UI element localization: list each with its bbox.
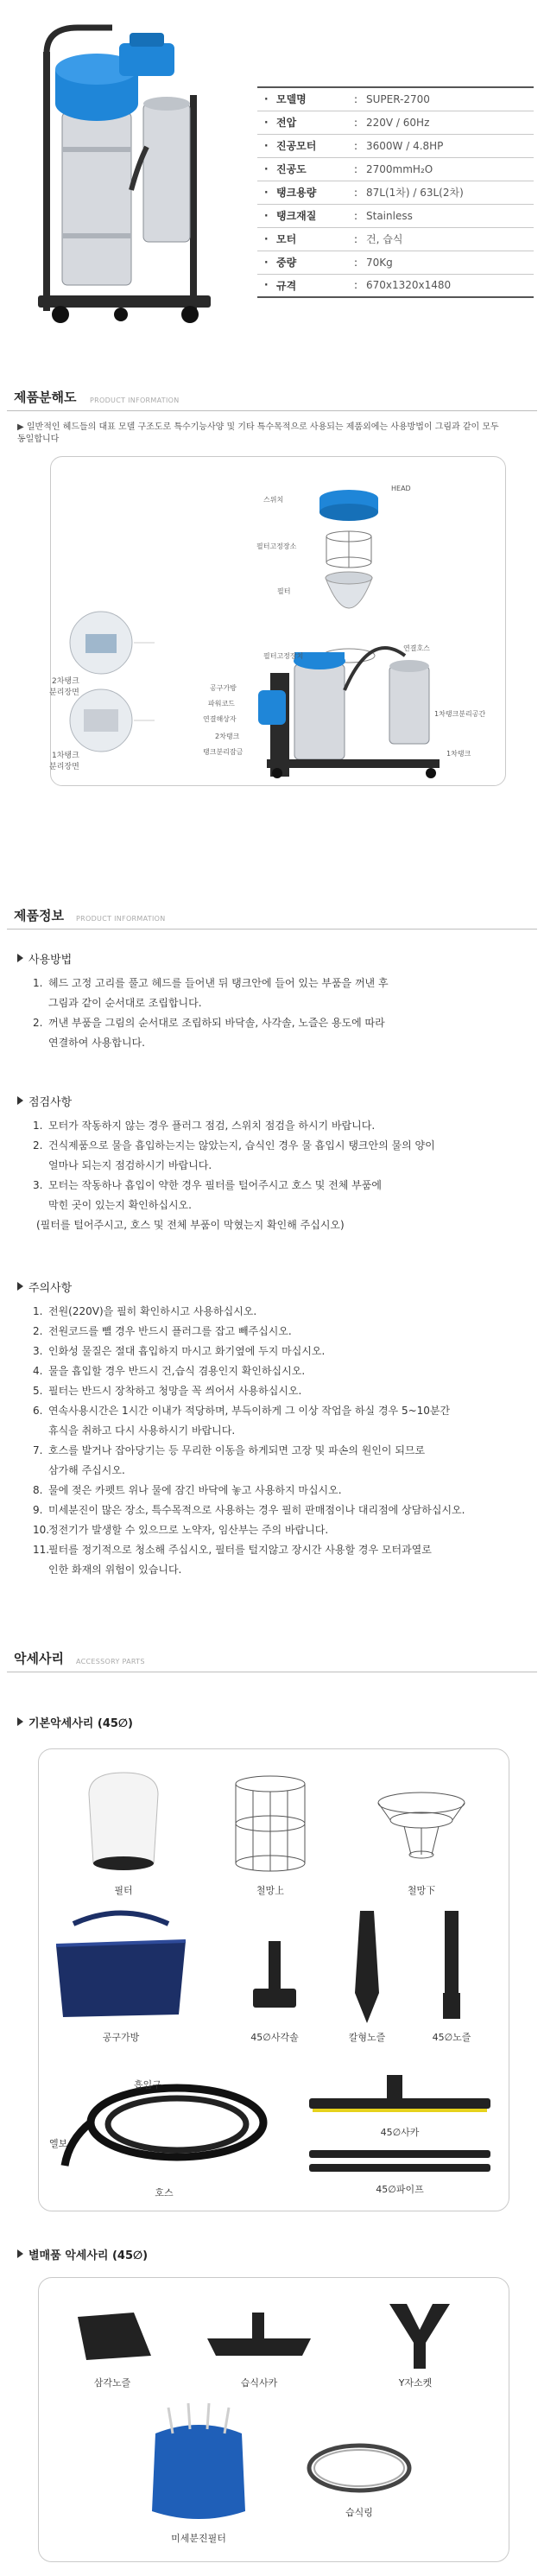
accessory-square-tool — [236, 1932, 313, 2044]
item-number: 1. — [33, 1120, 43, 1132]
item-text: 필터를 정기적으로 청소해 주십시오, 필터를 털지않고 장시간 사용할 경우 모터과열로 — [48, 1544, 432, 1556]
spec-row — [257, 227, 534, 251]
check-note: (필터를 털어주시고, 호스 및 전체 부품이 막혔는지 확인해 주십시오) — [36, 1219, 345, 1231]
accessory-crevice-nozzle — [332, 1907, 402, 2044]
section-header-exploded — [7, 387, 537, 411]
label-filter-bracket: 필터고정장소 — [256, 542, 297, 550]
exploded-diagram — [50, 456, 506, 786]
label-tank-sep: 1차탱크분리공간 — [434, 710, 486, 718]
list-item — [33, 1520, 535, 1540]
wet-ring-image — [299, 2433, 420, 2503]
extra-accessories-box — [38, 2277, 509, 2562]
triangle-bullet-icon — [17, 954, 23, 962]
accessory-nozzle — [417, 1907, 486, 2044]
accessory-triangle-nozzle — [65, 2295, 160, 2389]
triangle-bullet-icon — [17, 1282, 23, 1291]
spec-row — [257, 134, 534, 157]
usage-section — [17, 950, 535, 1053]
label-wheel: 1차탱크 — [446, 750, 471, 758]
spec-value: SUPER-2700 — [366, 92, 430, 105]
item-number: 2. — [33, 1139, 43, 1152]
item-text-continued: 막힌 곳이 있는지 확인하십시오. — [48, 1199, 192, 1211]
extra-accessories-heading — [17, 2246, 148, 2262]
label-tank-frame: 탱크분리잠금 — [203, 748, 244, 756]
accessory-caption: 필터 — [114, 1885, 133, 1896]
spec-value: 3600W / 4.8HP — [366, 139, 444, 152]
item-number: 2. — [33, 1017, 43, 1029]
accessory-fine-filter — [134, 2399, 263, 2545]
item-text: 정전기가 발생할 수 있으므로 노약자, 임산부는 주의 바랍니다. — [48, 1524, 329, 1536]
item-text: 헤드 고정 고리를 풀고 헤드를 들어낸 뒤 탱크안에 들어 있는 부품을 꺼낸 후 — [48, 977, 389, 989]
accessory-squeegee — [298, 2071, 502, 2139]
spec-label: · 진공도 — [257, 157, 349, 181]
list-item — [33, 1013, 535, 1053]
item-text-continued: 연결하여 사용합니다. — [48, 1037, 145, 1049]
spec-colon: : — [353, 139, 358, 152]
item-number: 4. — [33, 1365, 43, 1377]
label-switch: 스위치 — [263, 496, 284, 504]
hose-image — [47, 2071, 281, 2183]
y-socket-image — [372, 2295, 459, 2373]
label-filter: 필터 — [277, 587, 291, 595]
item-text: 인화성 물질은 절대 흡입하지 마시고 화기옆에 두지 마십시오. — [48, 1345, 326, 1357]
basket-upper-image — [223, 1768, 318, 1881]
accessory-caption: 습식사카 — [240, 2377, 278, 2389]
item-text: 미세분진이 많은 장소, 특수목적으로 사용하는 경우 필히 판매점이나 대리점에 상담하십시오. — [48, 1504, 465, 1516]
item-number: 3. — [33, 1179, 43, 1191]
item-text: 꺼낸 부품을 그림의 순서대로 조립하되 바닥솔, 사각솔, 노즐은 용도에 따라 — [48, 1017, 385, 1029]
list-item — [33, 1501, 535, 1520]
list-item — [33, 1361, 535, 1381]
item-text: 호스를 발거나 잡아당기는 등 무리한 이동을 하게되면 고장 및 파손의 원인이 되므로 — [48, 1444, 426, 1456]
section-header-accessories — [7, 1648, 537, 1672]
spec-row — [257, 111, 534, 134]
list-item — [33, 1176, 535, 1215]
spec-value: 670x1320x1480 — [366, 279, 452, 292]
item-text-continued: 삼가해 주십시오. — [48, 1464, 125, 1476]
section-title: 제품분해도 — [14, 390, 77, 405]
item-number: 10. — [33, 1524, 50, 1536]
usage-heading: 사용방법 — [28, 954, 73, 967]
accessory-basket-upper — [218, 1768, 322, 1897]
label-power-cord: 파워코드 — [208, 700, 235, 707]
spec-colon: : — [353, 162, 358, 175]
wet-squeegee-image — [199, 2295, 319, 2373]
list-item — [33, 1322, 535, 1342]
section-subtitle: PRODUCT INFORMATION — [76, 915, 166, 923]
spec-colon: : — [353, 256, 358, 269]
exploded-diagram-image — [51, 457, 507, 787]
spec-table — [257, 86, 534, 298]
accessory-caption: 공구가방 — [102, 2032, 140, 2043]
item-text: 필터는 반드시 장착하고 청망을 꼭 씌어서 사용하십시오. — [48, 1385, 302, 1397]
label-tank2: 2차탱크 — [215, 733, 240, 740]
list-item — [33, 1381, 535, 1401]
basic-accessories-heading — [17, 1714, 133, 1730]
nozzle-image — [426, 1907, 478, 2027]
item-number: 9. — [33, 1504, 43, 1516]
accessory-caption: 미세분진필터 — [171, 2533, 226, 2544]
accessory-filter — [72, 1768, 175, 1897]
spec-label: · 탱크재질 — [257, 204, 349, 227]
accessory-caption: 삼각노즐 — [93, 2377, 131, 2389]
item-text: 연속사용시간은 1시간 이내가 적당하며, 부득이하게 그 이상 작업을 하실 경우 5~10분간 — [48, 1405, 451, 1417]
basic-accessories-box — [38, 1748, 509, 2211]
list-item — [33, 1116, 535, 1136]
label-tank2-separation: 2차탱크 분리장면 — [49, 677, 79, 697]
accessory-caption: 습식링 — [345, 2507, 373, 2518]
item-number: 8. — [33, 1484, 43, 1496]
spec-row — [257, 87, 534, 111]
usage-list — [17, 974, 535, 1053]
spec-label: · 모터 — [257, 227, 349, 251]
spec-colon: : — [353, 209, 358, 222]
spec-label: · 모델명 — [257, 87, 349, 111]
spec-colon: : — [353, 116, 358, 129]
item-number: 7. — [33, 1444, 43, 1456]
spec-value: 2700mmH₂O — [366, 162, 433, 175]
section-subtitle: PRODUCT INFORMATION — [90, 397, 180, 404]
check-heading: 점검사항 — [28, 1096, 73, 1109]
accessory-caption: 철망下 — [407, 1885, 436, 1896]
spec-label: · 탱크용량 — [257, 181, 349, 204]
spec-label: · 전압 — [257, 111, 349, 134]
item-text: 건식제품으로 물을 흡입하는지는 않았는지, 습식인 경우 물 흡입시 탱크안의 물의 양이 — [48, 1139, 435, 1152]
crevice-nozzle-image — [341, 1907, 393, 2027]
section-title: 제품정보 — [14, 908, 64, 923]
triangle-bullet-icon — [17, 1096, 23, 1105]
triangle-nozzle-image — [69, 2295, 155, 2373]
spec-row — [257, 251, 534, 274]
label-elbow: 엘보 — [49, 2138, 68, 2149]
item-number: 2. — [33, 1325, 43, 1337]
spec-colon: : — [353, 279, 358, 292]
item-text-continued: 휴식을 취하고 다시 사용하시기 바랍니다. — [48, 1424, 236, 1437]
list-item — [33, 1481, 535, 1501]
accessory-tool-bag — [47, 1907, 194, 2044]
section-header-info — [7, 905, 537, 930]
vacuum-cleaner-image — [17, 17, 225, 328]
accessory-wet-ring — [294, 2433, 424, 2519]
spec-colon: : — [353, 186, 358, 199]
spec-colon: : — [353, 232, 358, 245]
label-tank1-separation: 1차탱크 분리장면 — [49, 752, 79, 771]
caution-section — [17, 1278, 535, 1580]
section-subtitle: ACCESSORY PARTS — [76, 1658, 145, 1666]
item-text: 모터는 작동하나 흡입이 약한 경우 필터를 털어주시고 호스 및 전체 부품에 — [48, 1179, 382, 1191]
accessory-caption: 45∅사카 — [380, 2127, 420, 2138]
item-text: 물에 젖은 카펫트 위나 물에 잠긴 바닥에 놓고 사용하지 마십시오. — [48, 1484, 342, 1496]
triangle-bullet-icon — [17, 2249, 23, 2258]
caution-heading: 주의사항 — [28, 1282, 73, 1295]
spec-row — [257, 181, 534, 204]
list-item — [33, 1302, 535, 1322]
item-text: 모터가 작동하지 않는 경우 플러그 점검, 스위치 점검을 하시기 바랍니다. — [48, 1120, 376, 1132]
spec-value: 70Kg — [366, 256, 393, 269]
accessory-caption: 45∅노즐 — [432, 2032, 471, 2043]
accessory-caption: Y자소켓 — [398, 2377, 433, 2389]
item-text-continued: 인한 화재의 위험이 있습니다. — [48, 1564, 182, 1576]
exploded-note: ▶ 일반적인 헤드들의 대표 모델 구조도로 특수기능사양 및 기타 특수목적으로 사용되는 제품외에는 사용방법이 그림과 같이 모두 동일합니다 — [17, 422, 499, 444]
spec-row — [257, 274, 534, 297]
spec-value: Stainless — [366, 209, 413, 222]
extra-accessories-label: 별매품 악세사리 (45∅) — [28, 2249, 149, 2262]
item-number: 1. — [33, 977, 43, 989]
product-hero — [0, 0, 544, 337]
caution-list — [17, 1302, 535, 1580]
accessory-wet-squeegee — [194, 2295, 324, 2389]
label-connector: 연결해상자 — [203, 715, 237, 723]
list-item — [33, 974, 535, 1013]
label-tool-bag: 공구가방 — [210, 684, 237, 692]
accessory-hose — [47, 2071, 281, 2200]
list-item — [33, 1441, 535, 1481]
filter-image — [76, 1768, 171, 1881]
spec-label: · 규격 — [257, 274, 349, 297]
label-inlet: 흡입구 — [134, 2079, 161, 2091]
check-list — [17, 1116, 535, 1215]
item-text: 물을 흡입할 경우 반드시 건,습식 겸용인지 확인하십시오. — [48, 1365, 306, 1377]
spec-label: · 중량 — [257, 251, 349, 274]
list-item — [33, 1342, 535, 1361]
item-text: 전원(220V)을 필히 확인하시고 사용하십시오. — [48, 1305, 257, 1317]
spec-row — [257, 204, 534, 227]
spec-value: 220V / 60Hz — [366, 116, 430, 129]
item-number: 11. — [33, 1544, 50, 1556]
squeegee-image — [300, 2071, 499, 2122]
accessory-pipe — [298, 2145, 502, 2196]
triangle-bullet-icon — [17, 1717, 23, 1726]
section-title: 악세사리 — [14, 1651, 64, 1666]
accessory-caption: 칼형노즐 — [348, 2032, 386, 2043]
accessory-caption: 45∅파이프 — [376, 2184, 424, 2195]
item-number: 1. — [33, 1305, 43, 1317]
accessory-caption: 호스 — [155, 2187, 174, 2198]
square-tool-image — [244, 1932, 305, 2027]
item-text-continued: 그림과 같이 순서대로 조립합니다. — [48, 997, 202, 1009]
tool-bag-image — [47, 1907, 194, 2027]
spec-value: 건, 습식 — [366, 233, 403, 245]
accessory-y-socket — [364, 2295, 467, 2389]
basket-lower-image — [370, 1768, 473, 1881]
spec-value: 87L(1차) / 63L(2차) — [366, 187, 464, 199]
item-number: 3. — [33, 1345, 43, 1357]
label-head: HEAD — [391, 485, 411, 492]
accessory-caption: 철망上 — [256, 1885, 285, 1896]
item-number: 6. — [33, 1405, 43, 1417]
check-section — [17, 1093, 535, 1235]
spec-row — [257, 157, 534, 181]
list-item — [33, 1136, 535, 1176]
basic-accessories-label: 기본악세사리 (45∅) — [28, 1717, 133, 1730]
fine-filter-image — [138, 2399, 259, 2528]
item-text: 전원코드를 뺄 경우 반드시 플러그를 잡고 빼주십시오. — [48, 1325, 292, 1337]
label-filter-fixer: 필터고정장치 — [263, 652, 304, 660]
list-item — [33, 1540, 535, 1580]
spec-colon: : — [353, 92, 358, 105]
item-text-continued: 얼마나 되는지 점검하시기 바랍니다. — [48, 1159, 212, 1171]
label-hose-mount: 연결호스 — [403, 644, 430, 652]
accessory-caption: 45∅사각솔 — [250, 2032, 299, 2043]
item-number: 5. — [33, 1385, 43, 1397]
pipe-image — [300, 2145, 499, 2179]
list-item — [33, 1401, 535, 1441]
spec-label: · 진공모터 — [257, 134, 349, 157]
accessory-basket-lower — [365, 1768, 478, 1897]
